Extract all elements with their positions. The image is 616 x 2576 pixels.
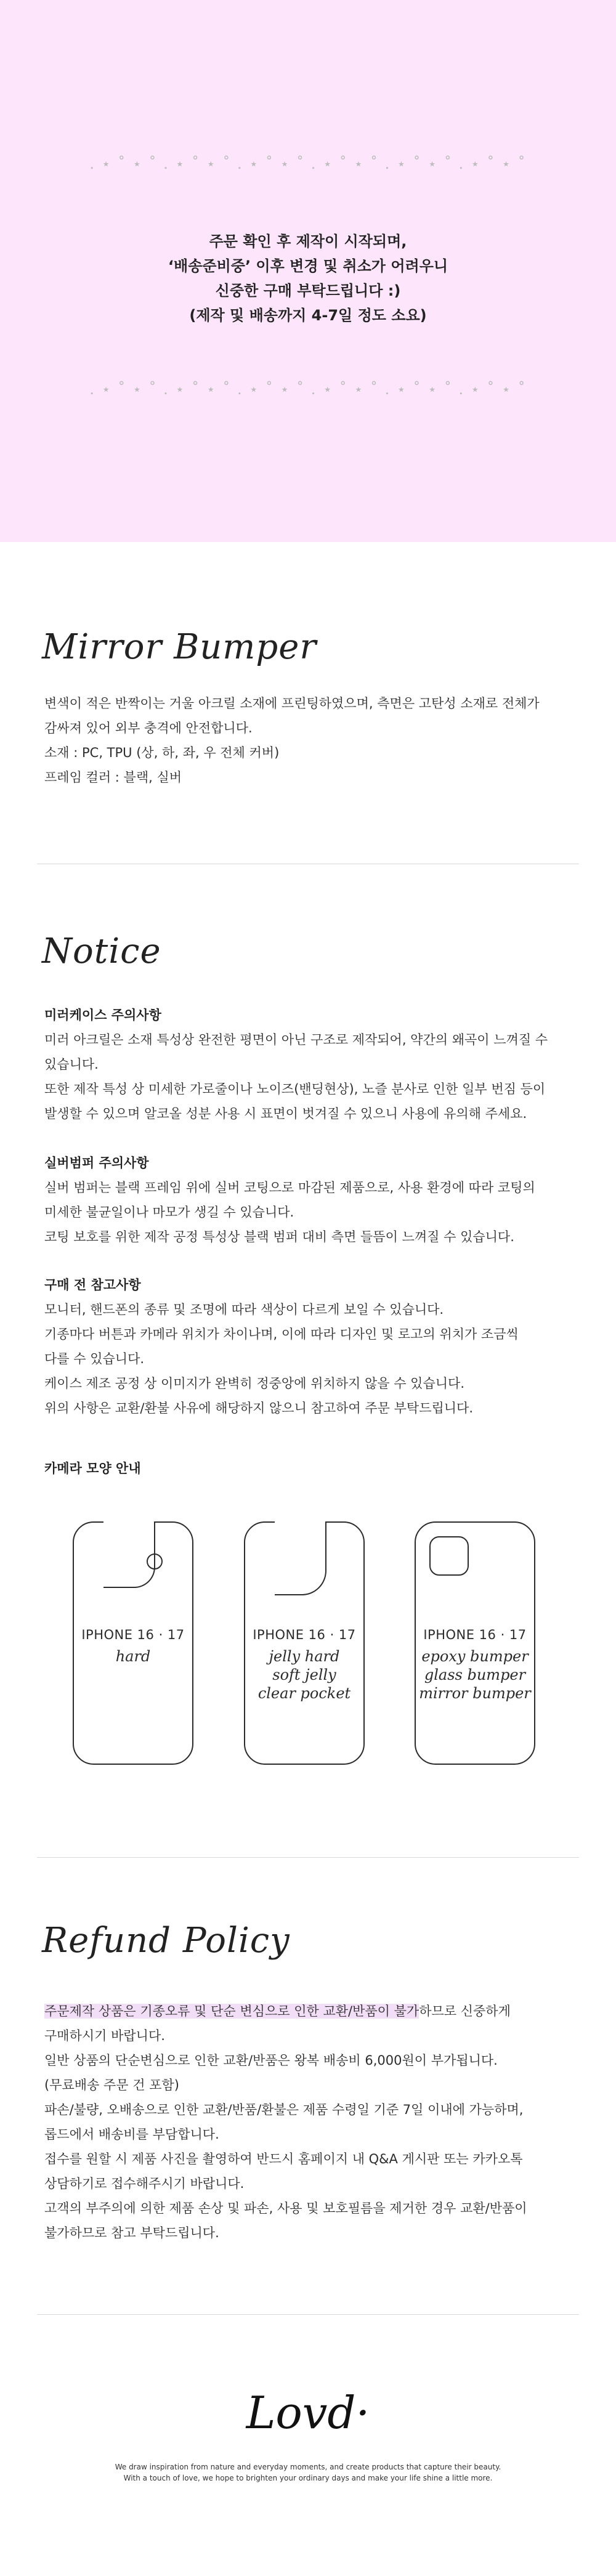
refund-line: 고객의 부주의에 의한 제품 손상 및 파손, 사용 및 보호필름을 제거한 경우 교환/반품이 — [44, 2201, 527, 2216]
refund-line: 구매하시기 바랍니다. — [44, 2028, 165, 2043]
order-notice-banner — [0, 0, 616, 542]
caution-line: 미세한 불균일이나 마모가 생길 수 있습니다. — [44, 1205, 294, 1220]
phone-case-outline-hard — [73, 1521, 193, 1765]
order-notice-line: 신중한 구매 부탁드립니다 :) — [215, 282, 401, 299]
caution-line: 위의 사항은 교환/환불 사유에 해당하지 않으니 참고하여 주문 부탁드립니다. — [44, 1401, 474, 1416]
case-type: hard — [115, 1648, 151, 1665]
caution-line: 모니터, 핸드폰의 종류 및 조명에 따라 색상이 다르게 보일 수 있습니다. — [44, 1302, 444, 1317]
case-type: jelly hard — [269, 1648, 340, 1665]
caution-line: 케이스 제조 공정 상 이미지가 완벽히 정중앙에 위치하지 않을 수 있습니다. — [44, 1376, 465, 1391]
caution-line: 미러 아크릴은 소재 특성상 완전한 평면이 아닌 구조로 제작되어, 약간의 왜곡이 느껴질 수 — [44, 1032, 548, 1047]
refund-line: 불가하므로 참고 부탁드립니다. — [44, 2226, 219, 2240]
camera-lens-icon — [147, 1553, 163, 1569]
phone-model-label: IPHONE 16 · 17 — [253, 1627, 356, 1642]
order-notice-line: 주문 확인 후 제작이 시작되며, — [209, 233, 407, 250]
caution-line: 기종마다 버튼과 카메라 위치가 차이나며, 이에 따라 디자인 및 로고의 위치가 조금씩 — [44, 1327, 519, 1342]
camera-lens-icon — [244, 1521, 281, 1558]
section-divider — [37, 1857, 579, 1858]
camera-cutout-icon — [275, 1521, 326, 1595]
silver-bumper-caution — [44, 1151, 580, 1249]
caution-heading: 미러케이스 주의사항 — [44, 1008, 161, 1023]
description-line: 감싸져 있어 외부 충격에 안전합니다. — [44, 721, 253, 735]
case-type: clear pocket — [257, 1685, 351, 1702]
description-line: 소재 : PC, TPU (상, 하, 좌, 우 전체 커버) — [44, 745, 280, 760]
refund-line: 상담하기로 접수해주시기 바랍니다. — [44, 2176, 245, 2191]
refund-line: (무료배송 주문 건 포함) — [44, 2078, 179, 2092]
phone-model-label: IPHONE 16 · 17 — [423, 1627, 527, 1642]
section-divider — [37, 2314, 579, 2315]
caution-line: 또한 제작 특성 상 미세한 가로줄이나 노이즈(밴딩현상), 노즐 분사로 인한 일부 번짐 등이 — [44, 1082, 546, 1096]
caution-line: 발생할 수 있으며 알코올 성분 사용 시 표면이 벗겨질 수 있으니 사용에 유의해 주세요. — [44, 1106, 527, 1121]
order-notice-line: (제작 및 배송까지 4-7일 정도 소요) — [189, 307, 427, 324]
camera-shape-guide-title: 카메라 모양 안내 — [44, 1461, 141, 1476]
camera-module-icon — [429, 1536, 469, 1576]
notice-title: Notice — [42, 931, 161, 971]
brand-tagline-line: We draw inspiration from nature and everyday moments, and create products that capture their beauty. — [115, 2463, 501, 2471]
refund-line: 일반 상품의 단순변심으로 인한 교환/반품은 왕복 배송비 6,000원이 부가됩니다. — [44, 2053, 498, 2068]
refund-line: 롭드에서 배송비를 부담합니다. — [44, 2127, 219, 2142]
caution-heading: 구매 전 참고사항 — [44, 1278, 141, 1292]
pre-purchase-notes — [44, 1273, 580, 1420]
caution-line: 다를 수 있습니다. — [44, 1351, 145, 1366]
refund-line: 접수를 원할 시 제품 사진을 촬영하여 반드시 홈페이지 내 Q&A 게시판 또는 카카오톡 — [44, 2152, 523, 2166]
caution-line: 있습니다. — [44, 1057, 99, 1072]
caution-line: 코팅 보호를 위한 제작 공정 특성상 블랙 범퍼 대비 측면 들뜸이 느껴질 수 있습니다. — [44, 1229, 514, 1244]
mirror-case-caution — [44, 1003, 580, 1126]
brand-logo: Lovd· — [246, 2387, 370, 2439]
description-line: 프레임 컬러 : 블랙, 실버 — [44, 770, 182, 785]
refund-policy-text — [44, 1999, 580, 2245]
phone-case-outline-bumper — [415, 1521, 535, 1765]
caution-line: 실버 범퍼는 블랙 프레임 위에 실버 코팅으로 마감된 제품으로, 사용 환경에 따라 코팅의 — [44, 1180, 535, 1195]
refund-policy-title: Refund Policy — [42, 1921, 290, 1961]
case-type: epoxy bumper — [421, 1648, 529, 1665]
mirror-bumper-title: Mirror Bumper — [42, 627, 317, 667]
refund-line: 파손/불량, 오배송으로 인한 교환/반품/환불은 제품 수령일 기준 7일 이내에 가능하며, — [44, 2102, 524, 2117]
order-notice-line: ‘배송준비중’ 이후 변경 및 취소가 어려우니 — [168, 257, 448, 275]
phone-case-outline-jelly — [244, 1521, 365, 1765]
star-divider-top: . ⋆ ˚ ⋆ ˚ . ⋆ ˚ ⋆ ˚ . ⋆ ˚ ⋆ ˚ . ⋆ ˚ ⋆ ˚ . ⋆ ˚ ⋆ ˚ . ⋆ ˚ ⋆ ˚ — [89, 155, 527, 172]
description-line: 변색이 적은 반짝이는 거울 아크릴 소재에 프린팅하였으며, 측면은 고탄성 소재로 전체가 — [44, 696, 540, 711]
order-notice-text — [0, 229, 616, 328]
case-type: soft jelly — [272, 1666, 336, 1683]
camera-cutout-icon — [103, 1521, 155, 1588]
brand-tagline-line: With a touch of love, we hope to brighten your ordinary days and make your life shine a little more. — [123, 2474, 493, 2482]
phone-model-label: IPHONE 16 · 17 — [81, 1627, 185, 1642]
case-type-list — [74, 1647, 192, 1666]
refund-first-line-rest: 하므로 신중하게 — [419, 2004, 511, 2019]
refund-highlight: 주문제작 상품은 기종오류 및 단순 변심으로 인한 교환/반품이 불가 — [44, 2004, 419, 2019]
star-divider-bottom: . ⋆ ˚ ⋆ ˚ . ⋆ ˚ ⋆ ˚ . ⋆ ˚ ⋆ ˚ . ⋆ ˚ ⋆ ˚ . ⋆ ˚ ⋆ ˚ . ⋆ ˚ ⋆ ˚ — [89, 381, 527, 398]
caution-heading: 실버범퍼 주의사항 — [44, 1156, 149, 1170]
case-type: mirror bumper — [419, 1685, 531, 1702]
case-type: glass bumper — [424, 1666, 526, 1683]
case-type-list — [416, 1647, 534, 1703]
mirror-bumper-description — [44, 691, 580, 790]
case-type-list — [245, 1647, 363, 1703]
refund-first-line — [44, 1999, 580, 2023]
